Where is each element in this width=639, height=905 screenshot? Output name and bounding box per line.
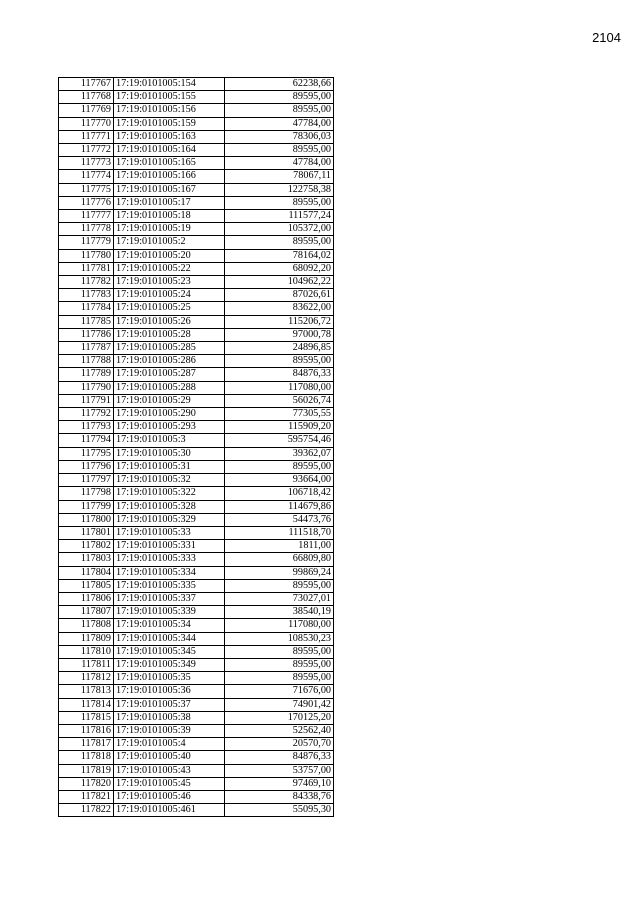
row-number-cell: 117820 (59, 777, 114, 790)
cadastral-value-cell: 105372,00 (225, 223, 334, 236)
row-number-cell: 117801 (59, 526, 114, 539)
table-row (59, 685, 334, 698)
cadastral-number-cell: 17:19:0101005:22 (114, 262, 225, 275)
cadastral-number-cell: 17:19:0101005:32 (114, 474, 225, 487)
cadastral-number-cell: 17:19:0101005:39 (114, 724, 225, 737)
table-row (59, 632, 334, 645)
row-number-cell: 117806 (59, 592, 114, 605)
cadastral-value-cell: 115206,72 (225, 315, 334, 328)
cadastral-value-cell: 595754,46 (225, 434, 334, 447)
cadastral-value-cell: 56026,74 (225, 394, 334, 407)
cadastral-value-cell: 78164,02 (225, 249, 334, 262)
row-number-cell: 117783 (59, 289, 114, 302)
table-row (59, 342, 334, 355)
row-number-cell: 117804 (59, 566, 114, 579)
table-row (59, 711, 334, 724)
cadastral-number-cell: 17:19:0101005:34 (114, 619, 225, 632)
row-number-cell: 117767 (59, 78, 114, 91)
table-row (59, 289, 334, 302)
cadastral-value-cell: 38540,19 (225, 606, 334, 619)
cadastral-value-cell: 106718,42 (225, 487, 334, 500)
table-row (59, 157, 334, 170)
row-number-cell: 117816 (59, 724, 114, 737)
row-number-cell: 117818 (59, 751, 114, 764)
cadastral-number-cell: 17:19:0101005:288 (114, 381, 225, 394)
table-row (59, 606, 334, 619)
cadastral-value-table (58, 77, 334, 817)
cadastral-value-cell: 39362,07 (225, 447, 334, 460)
cadastral-number-cell: 17:19:0101005:287 (114, 368, 225, 381)
row-number-cell: 117817 (59, 738, 114, 751)
row-number-cell: 117791 (59, 394, 114, 407)
cadastral-number-cell: 17:19:0101005:285 (114, 342, 225, 355)
table-row (59, 315, 334, 328)
row-number-cell: 117803 (59, 553, 114, 566)
cadastral-value-cell: 78306,03 (225, 130, 334, 143)
table-row (59, 460, 334, 473)
row-number-cell: 117796 (59, 460, 114, 473)
cadastral-number-cell: 17:19:0101005:461 (114, 804, 225, 817)
row-number-cell: 117815 (59, 711, 114, 724)
cadastral-number-cell: 17:19:0101005:17 (114, 196, 225, 209)
cadastral-value-cell: 89595,00 (225, 579, 334, 592)
row-number-cell: 117777 (59, 210, 114, 223)
cadastral-number-cell: 17:19:0101005:166 (114, 170, 225, 183)
cadastral-number-cell: 17:19:0101005:349 (114, 658, 225, 671)
cadastral-value-cell: 66809,80 (225, 553, 334, 566)
table-row (59, 381, 334, 394)
cadastral-value-cell: 89595,00 (225, 355, 334, 368)
row-number-cell: 117790 (59, 381, 114, 394)
cadastral-number-cell: 17:19:0101005:24 (114, 289, 225, 302)
cadastral-number-cell: 17:19:0101005:29 (114, 394, 225, 407)
table-row (59, 421, 334, 434)
cadastral-number-cell: 17:19:0101005:19 (114, 223, 225, 236)
row-number-cell: 117776 (59, 196, 114, 209)
row-number-cell: 117821 (59, 790, 114, 803)
row-number-cell: 117810 (59, 645, 114, 658)
row-number-cell: 117789 (59, 368, 114, 381)
cadastral-value-cell: 47784,00 (225, 117, 334, 130)
cadastral-number-cell: 17:19:0101005:337 (114, 592, 225, 605)
cadastral-value-cell: 71676,00 (225, 685, 334, 698)
row-number-cell: 117805 (59, 579, 114, 592)
cadastral-number-cell: 17:19:0101005:331 (114, 540, 225, 553)
table-row (59, 262, 334, 275)
table-row (59, 355, 334, 368)
table-row (59, 394, 334, 407)
row-number-cell: 117788 (59, 355, 114, 368)
table-row (59, 130, 334, 143)
table-row (59, 592, 334, 605)
row-number-cell: 117809 (59, 632, 114, 645)
table-row (59, 698, 334, 711)
table-row (59, 474, 334, 487)
cadastral-value-cell: 104962,22 (225, 276, 334, 289)
table-row (59, 777, 334, 790)
row-number-cell: 117780 (59, 249, 114, 262)
cadastral-value-cell: 114679,86 (225, 500, 334, 513)
cadastral-value-cell: 117080,00 (225, 619, 334, 632)
cadastral-number-cell: 17:19:0101005:28 (114, 328, 225, 341)
cadastral-number-cell: 17:19:0101005:345 (114, 645, 225, 658)
cadastral-number-cell: 17:19:0101005:25 (114, 302, 225, 315)
table-row (59, 210, 334, 223)
cadastral-value-cell: 73027,01 (225, 592, 334, 605)
cadastral-number-cell: 17:19:0101005:163 (114, 130, 225, 143)
cadastral-number-cell: 17:19:0101005:164 (114, 144, 225, 157)
table-row (59, 513, 334, 526)
row-number-cell: 117792 (59, 408, 114, 421)
cadastral-number-cell: 17:19:0101005:167 (114, 183, 225, 196)
table-row (59, 368, 334, 381)
row-number-cell: 117779 (59, 236, 114, 249)
table-row (59, 526, 334, 539)
cadastral-value-cell: 93664,00 (225, 474, 334, 487)
cadastral-value-cell: 20570,70 (225, 738, 334, 751)
cadastral-value-cell: 117080,00 (225, 381, 334, 394)
cadastral-value-cell: 68092,20 (225, 262, 334, 275)
row-number-cell: 117819 (59, 764, 114, 777)
row-number-cell: 117822 (59, 804, 114, 817)
cadastral-value-cell: 83622,00 (225, 302, 334, 315)
table-row (59, 236, 334, 249)
cadastral-value-cell: 122758,38 (225, 183, 334, 196)
cadastral-number-cell: 17:19:0101005:165 (114, 157, 225, 170)
table-row (59, 500, 334, 513)
row-number-cell: 117775 (59, 183, 114, 196)
row-number-cell: 117786 (59, 328, 114, 341)
table-row (59, 249, 334, 262)
cadastral-number-cell: 17:19:0101005:344 (114, 632, 225, 645)
cadastral-number-cell: 17:19:0101005:35 (114, 672, 225, 685)
table-row (59, 751, 334, 764)
cadastral-value-cell: 89595,00 (225, 236, 334, 249)
row-number-cell: 117799 (59, 500, 114, 513)
cadastral-value-cell: 97000,78 (225, 328, 334, 341)
row-number-cell: 117807 (59, 606, 114, 619)
cadastral-value-cell: 55095,30 (225, 804, 334, 817)
cadastral-number-cell: 17:19:0101005:322 (114, 487, 225, 500)
cadastral-number-cell: 17:19:0101005:339 (114, 606, 225, 619)
cadastral-value-cell: 89595,00 (225, 104, 334, 117)
row-number-cell: 117793 (59, 421, 114, 434)
cadastral-value-cell: 24896,85 (225, 342, 334, 355)
cadastral-value-cell: 111577,24 (225, 210, 334, 223)
cadastral-value-cell: 52562,40 (225, 724, 334, 737)
row-number-cell: 117770 (59, 117, 114, 130)
table-row (59, 223, 334, 236)
row-number-cell: 117798 (59, 487, 114, 500)
table-row (59, 764, 334, 777)
row-number-cell: 117772 (59, 144, 114, 157)
table-row (59, 487, 334, 500)
row-number-cell: 117808 (59, 619, 114, 632)
row-number-cell: 117771 (59, 130, 114, 143)
cadastral-value-cell: 108530,23 (225, 632, 334, 645)
table-row (59, 196, 334, 209)
cadastral-value-cell: 89595,00 (225, 144, 334, 157)
cadastral-number-cell: 17:19:0101005:23 (114, 276, 225, 289)
cadastral-number-cell: 17:19:0101005:33 (114, 526, 225, 539)
cadastral-number-cell: 17:19:0101005:290 (114, 408, 225, 421)
cadastral-value-cell: 53757,00 (225, 764, 334, 777)
row-number-cell: 117802 (59, 540, 114, 553)
table-row (59, 724, 334, 737)
cadastral-number-cell: 17:19:0101005:30 (114, 447, 225, 460)
cadastral-number-cell: 17:19:0101005:40 (114, 751, 225, 764)
table-row (59, 78, 334, 91)
table-row (59, 579, 334, 592)
row-number-cell: 117797 (59, 474, 114, 487)
table-row (59, 645, 334, 658)
table-row (59, 672, 334, 685)
cadastral-value-cell: 78067,11 (225, 170, 334, 183)
cadastral-number-cell: 17:19:0101005:3 (114, 434, 225, 447)
cadastral-value-cell: 99869,24 (225, 566, 334, 579)
cadastral-value-cell: 111518,70 (225, 526, 334, 539)
cadastral-value-cell: 84876,33 (225, 751, 334, 764)
cadastral-number-cell: 17:19:0101005:20 (114, 249, 225, 262)
cadastral-number-cell: 17:19:0101005:31 (114, 460, 225, 473)
page-number: 2104 (592, 30, 621, 45)
cadastral-value-cell: 62238,66 (225, 78, 334, 91)
cadastral-number-cell: 17:19:0101005:45 (114, 777, 225, 790)
cadastral-value-cell: 84876,33 (225, 368, 334, 381)
cadastral-number-cell: 17:19:0101005:159 (114, 117, 225, 130)
cadastral-number-cell: 17:19:0101005:286 (114, 355, 225, 368)
table-row (59, 804, 334, 817)
cadastral-value-cell: 1811,00 (225, 540, 334, 553)
cadastral-value-cell: 89595,00 (225, 196, 334, 209)
cadastral-value-cell: 89595,00 (225, 91, 334, 104)
cadastral-value-cell: 77305,55 (225, 408, 334, 421)
row-number-cell: 117785 (59, 315, 114, 328)
table-row (59, 738, 334, 751)
cadastral-number-cell: 17:19:0101005:328 (114, 500, 225, 513)
table-row (59, 328, 334, 341)
row-number-cell: 117813 (59, 685, 114, 698)
table-row (59, 658, 334, 671)
cadastral-number-cell: 17:19:0101005:293 (114, 421, 225, 434)
cadastral-number-cell: 17:19:0101005:2 (114, 236, 225, 249)
table-row (59, 408, 334, 421)
table-row (59, 183, 334, 196)
cadastral-number-cell: 17:19:0101005:43 (114, 764, 225, 777)
cadastral-number-cell: 17:19:0101005:38 (114, 711, 225, 724)
table-row (59, 790, 334, 803)
table-body (59, 78, 334, 817)
table-row (59, 170, 334, 183)
cadastral-value-cell: 97469,10 (225, 777, 334, 790)
row-number-cell: 117800 (59, 513, 114, 526)
cadastral-number-cell: 17:19:0101005:46 (114, 790, 225, 803)
cadastral-number-cell: 17:19:0101005:334 (114, 566, 225, 579)
cadastral-number-cell: 17:19:0101005:4 (114, 738, 225, 751)
table-row (59, 117, 334, 130)
row-number-cell: 117769 (59, 104, 114, 117)
cadastral-value-cell: 47784,00 (225, 157, 334, 170)
table-row (59, 302, 334, 315)
cadastral-number-cell: 17:19:0101005:333 (114, 553, 225, 566)
row-number-cell: 117778 (59, 223, 114, 236)
cadastral-number-cell: 17:19:0101005:329 (114, 513, 225, 526)
row-number-cell: 117811 (59, 658, 114, 671)
row-number-cell: 117774 (59, 170, 114, 183)
row-number-cell: 117812 (59, 672, 114, 685)
cadastral-value-cell: 89595,00 (225, 658, 334, 671)
table-row (59, 91, 334, 104)
cadastral-number-cell: 17:19:0101005:155 (114, 91, 225, 104)
row-number-cell: 117768 (59, 91, 114, 104)
cadastral-number-cell: 17:19:0101005:36 (114, 685, 225, 698)
cadastral-number-cell: 17:19:0101005:154 (114, 78, 225, 91)
table-row (59, 553, 334, 566)
table-row (59, 276, 334, 289)
cadastral-value-cell: 74901,42 (225, 698, 334, 711)
table-row (59, 540, 334, 553)
row-number-cell: 117782 (59, 276, 114, 289)
cadastral-number-cell: 17:19:0101005:26 (114, 315, 225, 328)
table-row (59, 566, 334, 579)
cadastral-value-cell: 89595,00 (225, 672, 334, 685)
row-number-cell: 117781 (59, 262, 114, 275)
row-number-cell: 117795 (59, 447, 114, 460)
cadastral-value-cell: 115909,20 (225, 421, 334, 434)
cadastral-number-cell: 17:19:0101005:335 (114, 579, 225, 592)
cadastral-value-cell: 54473,76 (225, 513, 334, 526)
row-number-cell: 117773 (59, 157, 114, 170)
cadastral-number-cell: 17:19:0101005:18 (114, 210, 225, 223)
row-number-cell: 117784 (59, 302, 114, 315)
cadastral-value-cell: 84338,76 (225, 790, 334, 803)
cadastral-value-cell: 89595,00 (225, 460, 334, 473)
table-row (59, 447, 334, 460)
cadastral-value-cell: 89595,00 (225, 645, 334, 658)
cadastral-value-cell: 170125,20 (225, 711, 334, 724)
cadastral-value-cell: 87026,61 (225, 289, 334, 302)
row-number-cell: 117787 (59, 342, 114, 355)
row-number-cell: 117794 (59, 434, 114, 447)
table-row (59, 619, 334, 632)
cadastral-number-cell: 17:19:0101005:37 (114, 698, 225, 711)
table-row (59, 104, 334, 117)
table-row (59, 434, 334, 447)
row-number-cell: 117814 (59, 698, 114, 711)
table-row (59, 144, 334, 157)
cadastral-number-cell: 17:19:0101005:156 (114, 104, 225, 117)
